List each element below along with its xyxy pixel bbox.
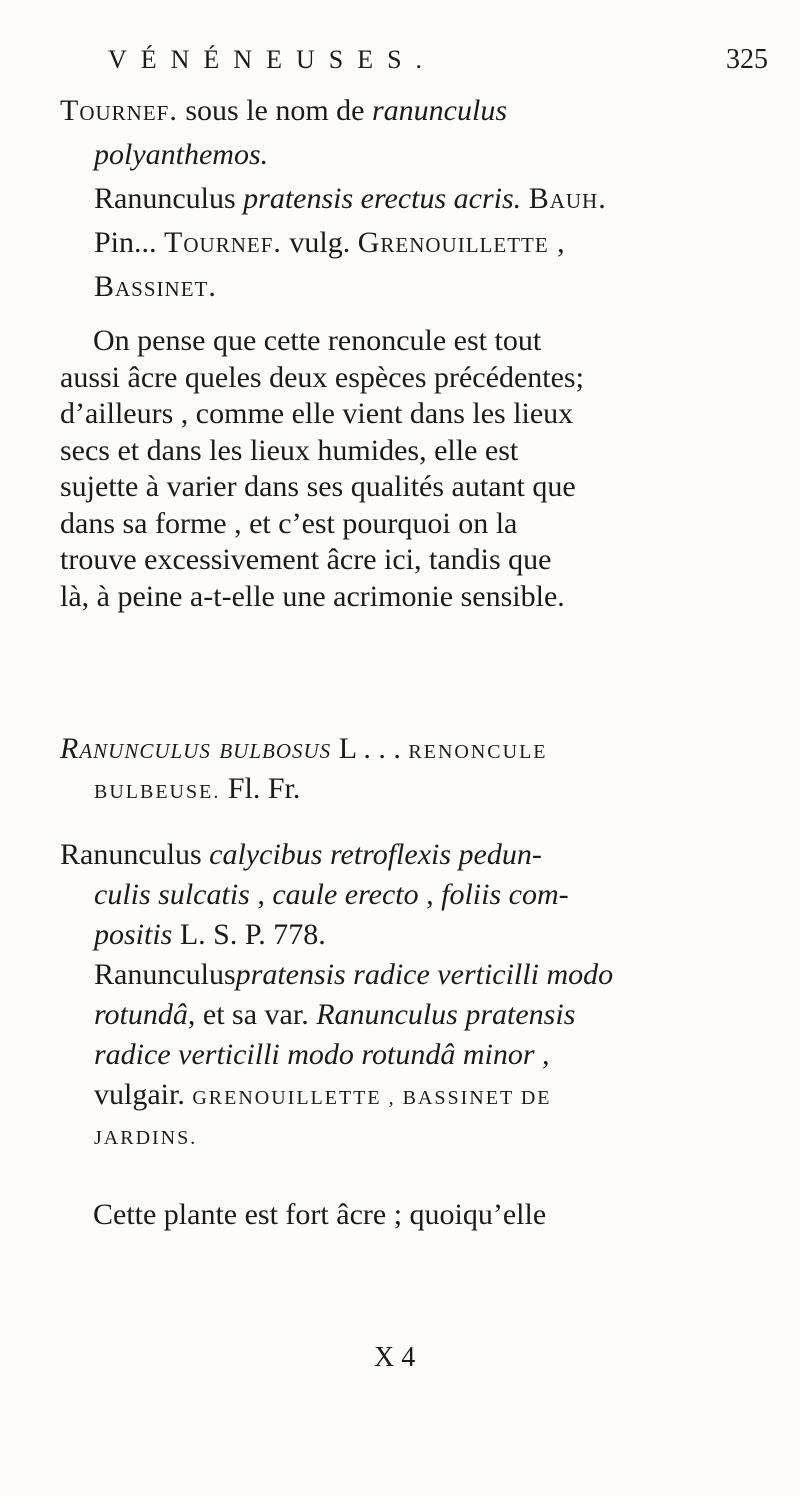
text-run: RENONCULE [408,741,548,763]
text-line [94,268,217,306]
text-line [60,395,573,433]
text-run: JARDINS. [94,1127,198,1149]
text-run: L . . . [331,732,409,765]
text-run: , et sa var. [187,998,317,1031]
text-run: sujette à varier dans ses qualités autant que [60,470,576,503]
text-line [60,541,551,579]
text-run: là, à peine a-t-elle une acrimonie sensible. [60,579,565,613]
text-run: vulgair. [94,1078,193,1111]
text-line [60,836,542,874]
text-run: Grenouillette , [357,226,566,259]
text-line [60,578,565,616]
text-run: Bassinet. [94,270,217,303]
text-run: calycibus retroflexis pedun- [209,838,542,871]
text-run: pratensis radice verticilli modo [235,958,614,991]
text-run: GRENOUILLETTE , BASSINET DE [192,1087,552,1109]
text-line [94,136,268,174]
text-line [94,916,326,954]
text-run: Ranunculus pratensis [316,998,576,1031]
text-run: Ranunculus bulbosus [60,732,332,765]
text-line [94,996,575,1034]
text-run: secs et dans les lieux humides, elle est [60,433,519,467]
text-run: ranunculus [372,94,507,127]
text-run: Cette plante est fort âcre ; quoiqu’elle [93,1198,547,1231]
text-line [94,770,300,811]
text-run: d’ailleurs , comme elle vient dans les lieux [60,397,574,430]
text-run: radice verticilli modo rotundâ minor , [94,1038,550,1071]
text-line [94,180,607,218]
text-run: polyanthemos. [94,138,269,171]
text-line [94,1116,197,1157]
text-line [60,468,576,506]
text-run: Bauh. [528,182,607,215]
text-run [521,182,529,215]
text-line [60,92,507,130]
text-run: vulg. [281,226,358,259]
text-run: L. S. P. 778. [172,918,326,951]
text-line [60,432,518,470]
text-line [60,505,517,543]
text-run: trouve excessivement âcre ici, tandis que [60,543,552,576]
text-run: Tournef. [164,226,282,259]
text-run: Fl. Fr. [220,772,301,805]
text-run: BULBEUSE. [94,781,221,803]
text-line [60,730,548,771]
text-run: Ranunculus [60,838,210,871]
text-run: aussi âcre queles deux espèces précédentes; [60,360,584,394]
text-run: Pin... [94,226,165,259]
text-line [94,876,569,914]
text-line [60,359,584,397]
signature-mark: X 4 [374,1342,416,1373]
running-head [108,40,768,80]
text-run: Tournef. [60,94,178,127]
text-run: Ranunculus [94,182,244,215]
text-run: rotundâ [94,998,188,1031]
text-line [94,1036,550,1074]
text-run: Ranunculus [94,958,236,991]
text-run: pratensis erectus acris. [243,182,522,215]
text-run: culis sulcatis , caule erecto , foliis com- [94,878,569,911]
text-run: sous le nom de [177,94,372,127]
running-title: VÉNÉNEUSES. [108,45,437,74]
text-run: positis [94,918,173,951]
text-line [94,224,566,262]
page-number: 325 [726,44,768,75]
text-line [93,322,541,360]
text-run: dans sa forme , et c’est pourquoi on la [60,506,518,540]
text-run: On pense que cette renoncule est tout [93,324,542,357]
text-line [94,956,613,994]
text-line [93,1196,546,1234]
text-line [94,1076,551,1117]
